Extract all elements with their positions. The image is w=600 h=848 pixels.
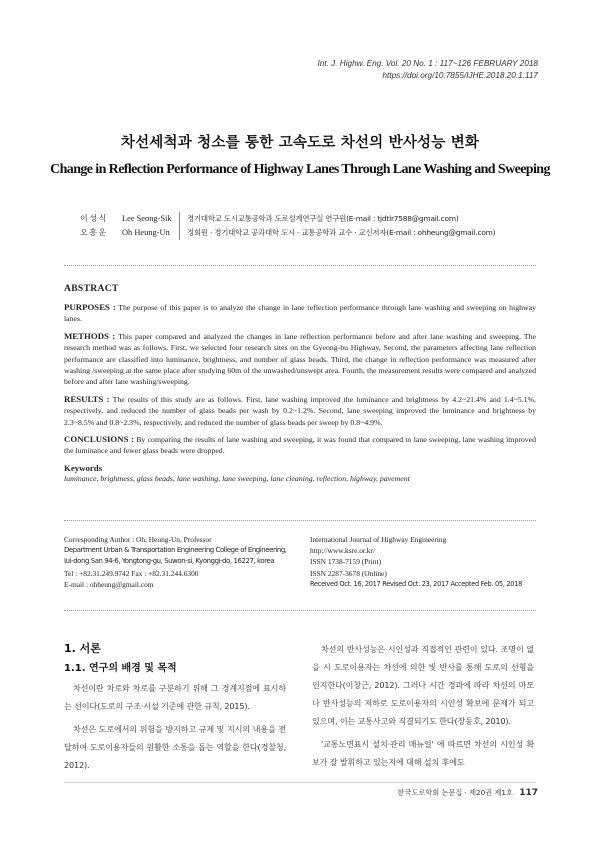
dotted-divider bbox=[64, 610, 536, 611]
body-paragraph: '교통노면표시 설치·관리 매뉴얼' 에 따르면 차선의 시인성 확보가 잘 발휘하고 있는지에 대해 설치 후에도 bbox=[312, 739, 534, 767]
abstract-section bbox=[64, 283, 536, 484]
corresponding-tel-fax: Tel : +82.31.249.9742 Fax : +82.31.244.6300 bbox=[64, 568, 199, 578]
correspondence-block bbox=[64, 534, 287, 590]
corresponding-email[interactable]: E-mail : ohheung@gmail.com bbox=[64, 579, 154, 589]
journal-info-block bbox=[310, 534, 522, 590]
dotted-divider bbox=[64, 265, 536, 266]
issn-print: ISSN 1738-7159 (Print) bbox=[310, 557, 382, 567]
body-column-right bbox=[312, 640, 534, 776]
body-paragraph: 차선의 반사성능은 시인성과 직접적인 관련이 있다. 조명이 없을 시 도로이용자는 차선에 의한 빛 반사를 통해 도로의 선형을 인지한다(이창근, 2012). 그러나 시간 경과에 따라 차선의 마모나 반사성능의 저하로 도로이용자의 시인성 확보에 문제가 되고 있으며, 이는 교통사고와 직결되기도 한다(장동호, 2010). bbox=[312, 644, 534, 726]
conclusions-text: By comparing the results of lane washing and sweeping, it was found that compared to lane sweeping, lane washing improved the luminance and fewer glass beads were dropped. bbox=[64, 435, 536, 456]
purposes-label: PURPOSES : bbox=[64, 302, 116, 312]
author-name-english: Lee Seong-Sik bbox=[122, 214, 172, 223]
corresponding-department: Department Urban & Transportation Engineering College of Engineering, bbox=[64, 546, 287, 555]
page-number: 117 bbox=[519, 788, 538, 798]
author-name-english: Oh Heung-Un bbox=[122, 228, 170, 237]
footer-rule bbox=[64, 782, 536, 783]
abstract-purposes bbox=[64, 302, 536, 325]
author-divider bbox=[179, 212, 180, 240]
keywords-list: luminance, brightness, glass beads, lane washing, lane sweeping, lane cleaning, reflection, highway, pavement bbox=[64, 473, 410, 483]
author-list bbox=[80, 212, 184, 240]
title-korean: 차선세척과 청소를 통한 고속도로 차선의 반사성능 변화 bbox=[120, 135, 480, 151]
body-paragraph: 차선은 도로에서의 위험을 방지하고 규제 및 지시의 내용을 전달하여 도로이용자들의 원활한 소통을 돕는 역할을 한다(경찰청, 2012). bbox=[64, 724, 286, 770]
affiliation-list bbox=[187, 212, 495, 240]
journal-url[interactable]: http://www.ksre.or.kr/ bbox=[310, 546, 376, 556]
submission-dates: Received Oct. 16, 2017 Revised Oct. 23, 2017 Accepted Feb. 05, 2018 bbox=[310, 579, 522, 588]
section-heading: 1. 서론 bbox=[64, 642, 101, 655]
abstract-conclusions bbox=[64, 434, 536, 457]
page-footer bbox=[398, 788, 539, 798]
doi-link[interactable]: https://doi.org/10.7855/IJHE.2018.20.1.117 bbox=[382, 71, 538, 80]
journal-citation: Int. J. Highw. Eng. Vol. 20 No. 1 : 117~126 FEBRUARY 2018 bbox=[317, 59, 538, 68]
issn-online: ISSN 2287-3678 (Online) bbox=[310, 568, 387, 578]
corresponding-author: Corresponding Author : Oh, Heung-Un, Professor bbox=[64, 535, 212, 544]
author-name-korean: 이성식 bbox=[80, 214, 108, 223]
keywords-heading: Keywords bbox=[64, 462, 103, 473]
abstract-results bbox=[64, 394, 536, 428]
author-row bbox=[80, 212, 184, 226]
journal-header bbox=[317, 58, 538, 82]
author-affiliation: 경기대학교 도시교통공학과 도로설계연구실 연구원(E-mail : tjdtlr7588@gmail.com) bbox=[187, 214, 459, 223]
body-paragraph: 차선이란 차로와 차로를 구분하기 위해 그 경계지점에 표시하는 선이다(도로의 구조·시설 기준에 관한 규칙, 2015). bbox=[64, 683, 286, 711]
title-english: Change in Reflection Performance of Highway Lanes Through Lane Washing and Sweeping bbox=[50, 162, 550, 177]
conclusions-label: CONCLUSIONS : bbox=[64, 434, 134, 445]
body-column-left bbox=[64, 640, 286, 779]
corresponding-address: Iui-dong San 94-6, Yongtong-gu, Suwon-si, Kyonggi-do, 16227, korea bbox=[64, 557, 275, 566]
dotted-divider bbox=[64, 520, 536, 521]
subsection-heading: 1.1. 연구의 배경 및 목적 bbox=[64, 663, 177, 674]
footer-journal: 한국도로학회 논문집 · 제20권 제1호 bbox=[397, 788, 513, 797]
abstract-methods bbox=[64, 331, 536, 388]
author-affiliation: 정회원 · 경기대학교 공과대학 도시 · 교통공학과 교수 · 교신저자(E-mail : ohheung@gmail.com) bbox=[187, 228, 496, 237]
author-name-korean: 오흥운 bbox=[80, 228, 108, 237]
author-row bbox=[80, 226, 184, 240]
purposes-text: The purpose of this paper is to analyze the change in lane reflection performance through lane washing and sweeping on highway lanes. bbox=[64, 303, 536, 324]
methods-text: This paper compared and analyzed the changes in lane reflection performance before and after lane washing and sweeping. The research method was as follows. First, we selected four research sites on the Gyeong-bu Highway, Second, the parameters affecting lane reflection performance are classified into luminance, brightness, and number of glass beads. Third, the change in reflection performance was measured after washing /sweeping at the same place after studying 60m of the unwashed/unswept area. Fourth, the measurement results were compared and analyzed before and after lane washing/sweeping. bbox=[64, 331, 536, 387]
results-label: RESULTS : bbox=[64, 393, 110, 404]
journal-name: International Journal of Highway Engineering bbox=[310, 535, 447, 544]
abstract-heading: ABSTRACT bbox=[64, 283, 119, 294]
results-text: The results of this study are as follows. First, lane washing improved the luminance and brightness by 4.2~21.4% and 1.4~5.1%, respectively, and reduced the number of glass beads per wash by 0.2~1.2%. Second, lane sweeping improved the luminance and brightness by 2.3~8.5% and 0.8~2.3%, respectively, and reduced the number of glass beads per sweep by 0.8~4.9%. bbox=[64, 394, 536, 427]
methods-label: METHODS : bbox=[64, 330, 116, 341]
